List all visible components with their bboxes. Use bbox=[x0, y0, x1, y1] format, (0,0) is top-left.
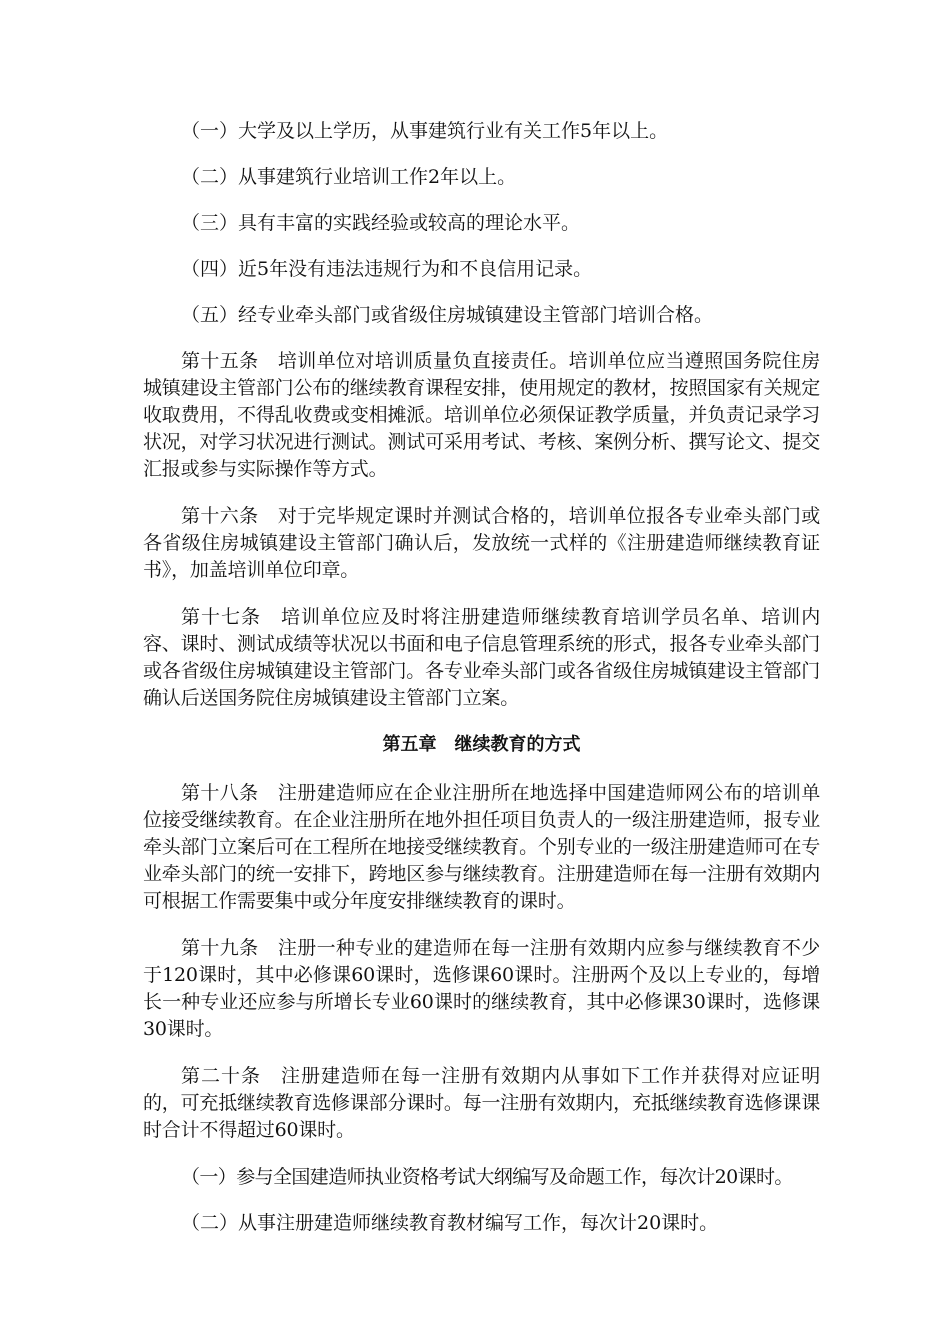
article-15: 第十五条 培训单位对培训质量负直接责任。培训单位应当遵照国务院住房城镇建设主管部门公布的继续教育课程安排，使用规定的教材，按照国家有关规定收取费用，不得乱收费或变相摊派。培训单位必须保证教学质量，并负责记录学习状况，对学习状况进行测试。测试可采用考试、考核、案例分析、撰写论文、提交汇报或参与实际操作等方式。 bbox=[143, 350, 820, 480]
article-18: 第十八条 注册建造师应在企业注册所在地选择中国建造师网公布的培训单位接受继续教育。在企业注册所在地外担任项目负责人的一级注册建造师，报专业牵头部门立案后可在工程所在地接受继续教育。个别专业的一级注册建造师可在专业牵头部门的统一安排下，跨地区参与继续教育。注册建造师在每一注册有效期内可根据工作需要集中或分年度安排继续教育的课时。 bbox=[143, 782, 820, 912]
article-16: 第十六条 对于完毕规定课时并测试合格的，培训单位报各专业牵头部门或各省级住房城镇建设主管部门确认后，发放统一式样的《注册建造师继续教育证书》，加盖培训单位印章。 bbox=[143, 505, 820, 581]
list-a-item-2: （二）从事建筑行业培训工作2年以上。 bbox=[181, 166, 517, 188]
article-17: 第十七条 培训单位应及时将注册建造师继续教育培训学员名单、培训内容、课时、测试成绩等状况以书面和电子信息管理系统的形式，报各专业牵头部门或各省级住房城镇建设主管部门。各专业牵头部门或各省级住房城镇建设主管部门确认后送国务院住房城镇建设主管部门立案。 bbox=[143, 606, 820, 709]
chapter-5-heading: 第五章 继续教育的方式 bbox=[382, 734, 581, 755]
list-a-item-1: （一）大学及以上学历，从事建筑行业有关工作5年以上。 bbox=[181, 120, 669, 142]
list-a-item-5: （五）经专业牵头部门或省级住房城镇建设主管部门培训合格。 bbox=[181, 304, 714, 326]
article-19: 第十九条 注册一种专业的建造师在每一注册有效期内应参与继续教育不少于120课时，其中必修课60课时，选修课60课时。注册两个及以上专业的，每增长一种专业还应参与所增长专业60课时的继续教育，其中必修课30课时，选修课30课时。 bbox=[143, 937, 820, 1040]
list-b-item-2: （二）从事注册建造师继续教育教材编写工作，每次计20课时。 bbox=[181, 1212, 719, 1234]
article-20: 第二十条 注册建造师在每一注册有效期内从事如下工作并获得对应证明的，可充抵继续教育选修课部分课时。每一注册有效期内，充抵继续教育选修课课时合计不得超过60课时。 bbox=[143, 1065, 820, 1141]
list-a-item-4: （四）近5年没有违法违规行为和不良信用记录。 bbox=[181, 258, 593, 280]
list-b-item-1: （一）参与全国建造师执业资格考试大纲编写及命题工作，每次计20课时。 bbox=[181, 1166, 793, 1188]
list-a-item-3: （三）具有丰富的实践经验或较高的理论水平。 bbox=[181, 212, 581, 234]
